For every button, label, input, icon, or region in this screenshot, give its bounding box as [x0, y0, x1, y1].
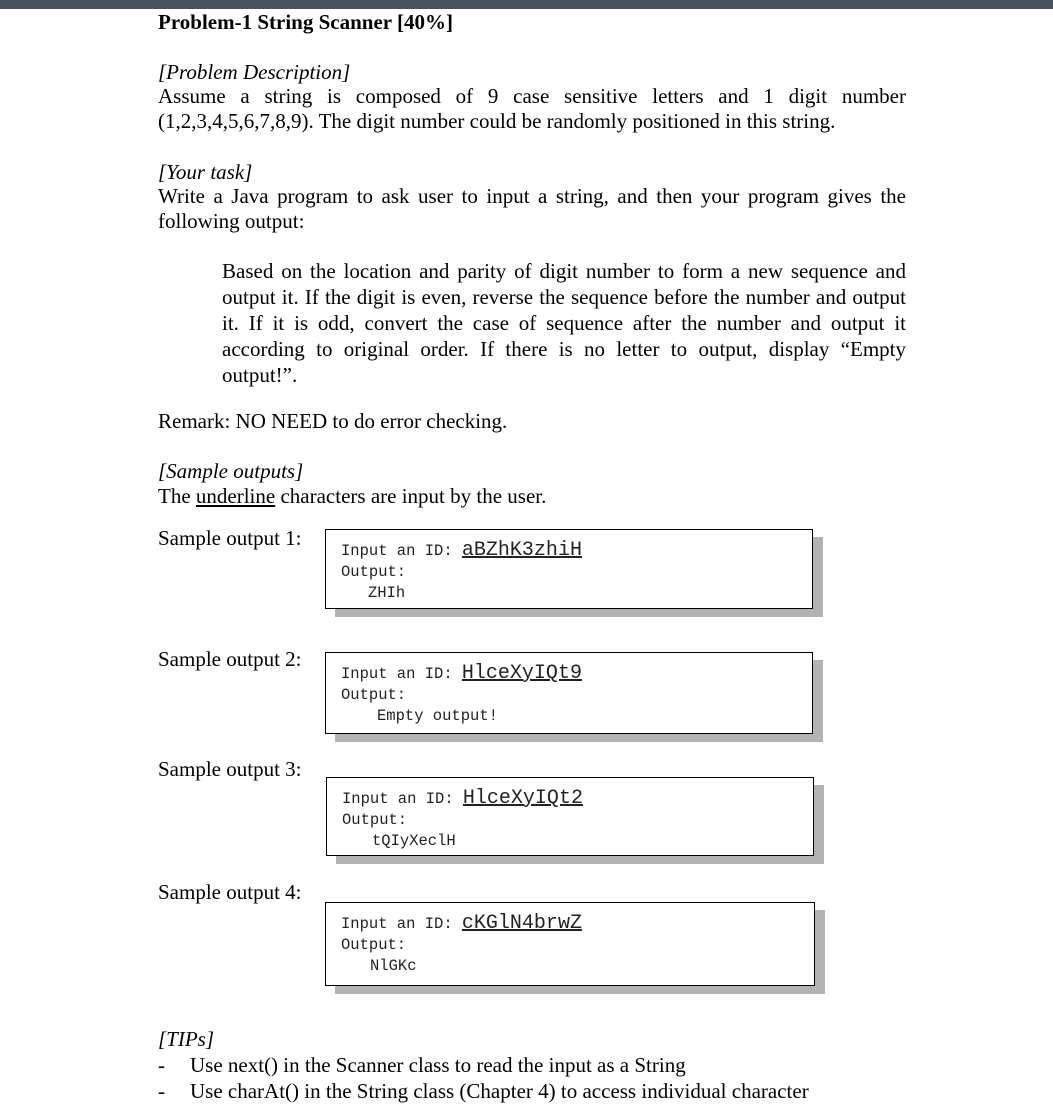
tip-text: Use next() in the Scanner class to read the input as a String — [190, 1053, 686, 1077]
problem-title: Problem-1 String Scanner [40%] — [158, 10, 453, 34]
task-rules — [222, 258, 906, 388]
sample-1-console — [325, 529, 813, 609]
description-line-1: Assume a string is composed of 9 case sensitive letters and 1 digit number — [158, 84, 906, 108]
rule-line-3: it. If it is odd, convert the case of sequence after the number and output it — [222, 311, 906, 335]
sample-4-console — [325, 902, 815, 986]
tip-item — [158, 1078, 809, 1104]
sample-2-prompt: Input an ID: — [341, 665, 462, 683]
intro-underlined: underline — [195, 484, 276, 508]
task-text — [158, 184, 906, 234]
task-line-1: Write a Java program to ask user to input a string, and then your program gives the — [158, 184, 906, 208]
sample-3-input-line — [342, 787, 583, 810]
sample-1-prompt: Input an ID: — [341, 542, 462, 560]
sample-2-input: HlceXyIQt9 — [461, 662, 582, 685]
sample-3-input: HlceXyIQt2 — [462, 787, 583, 810]
rule-line-4: according to original order. If there is no letter to output, display “Empty — [222, 337, 906, 361]
description-text — [158, 84, 906, 134]
sample-4-result: NlGKc — [370, 957, 417, 975]
sample-1-result: ZHIh — [368, 584, 406, 602]
sample-4-input: cKGlN4brwZ — [461, 912, 582, 935]
remark: Remark: NO NEED to do error checking. — [158, 409, 508, 433]
sample-1-output-label: Output: — [341, 563, 407, 581]
sample-2-result: Empty output! — [377, 707, 498, 725]
sample-1-input: aBZhK3zhiH — [461, 539, 582, 562]
rule-line-5: output!”. — [222, 363, 298, 387]
sample-2-label: Sample output 2: — [158, 647, 302, 671]
sample-3-label: Sample output 3: — [158, 757, 302, 781]
sample-2-output-label: Output: — [341, 686, 407, 704]
tip-item — [158, 1052, 809, 1078]
samples-intro — [158, 484, 546, 509]
rule-line-2: output it. If the digit is even, reverse the sequence before the number and output — [222, 285, 906, 309]
sample-4-label: Sample output 4: — [158, 880, 302, 904]
samples-heading: [Sample outputs] — [158, 459, 304, 483]
tip-bullet: - — [158, 1079, 165, 1103]
tips-heading: [TIPs] — [158, 1027, 215, 1051]
sample-3-console — [326, 777, 814, 856]
intro-post: characters are input by the user. — [275, 484, 547, 508]
sample-2-input-line — [341, 662, 582, 685]
rule-line-1: Based on the location and parity of digit number to form a new sequence and — [222, 259, 906, 283]
tips-list — [158, 1052, 809, 1104]
tip-bullet: - — [158, 1053, 165, 1077]
task-heading: [Your task] — [158, 160, 253, 184]
sample-4-input-line — [341, 912, 582, 935]
description-line-2: (1,2,3,4,5,6,7,8,9). The digit number could be randomly positioned in this string. — [158, 109, 836, 133]
sample-3-prompt: Input an ID: — [342, 790, 463, 808]
description-heading: [Problem Description] — [158, 60, 351, 84]
task-line-2: following output: — [158, 209, 305, 233]
intro-pre: The — [158, 484, 196, 508]
sample-2-console — [325, 652, 813, 734]
sample-3-output-label: Output: — [342, 811, 408, 829]
sample-4-prompt: Input an ID: — [341, 915, 462, 933]
sample-1-input-line — [341, 539, 582, 562]
sample-4-output-label: Output: — [341, 936, 407, 954]
top-bar — [0, 0, 1053, 9]
sample-3-result: tQIyXeclH — [372, 832, 456, 850]
tip-text: Use charAt() in the String class (Chapter 4) to access individual character — [190, 1079, 809, 1103]
sample-1-label: Sample output 1: — [158, 526, 302, 550]
